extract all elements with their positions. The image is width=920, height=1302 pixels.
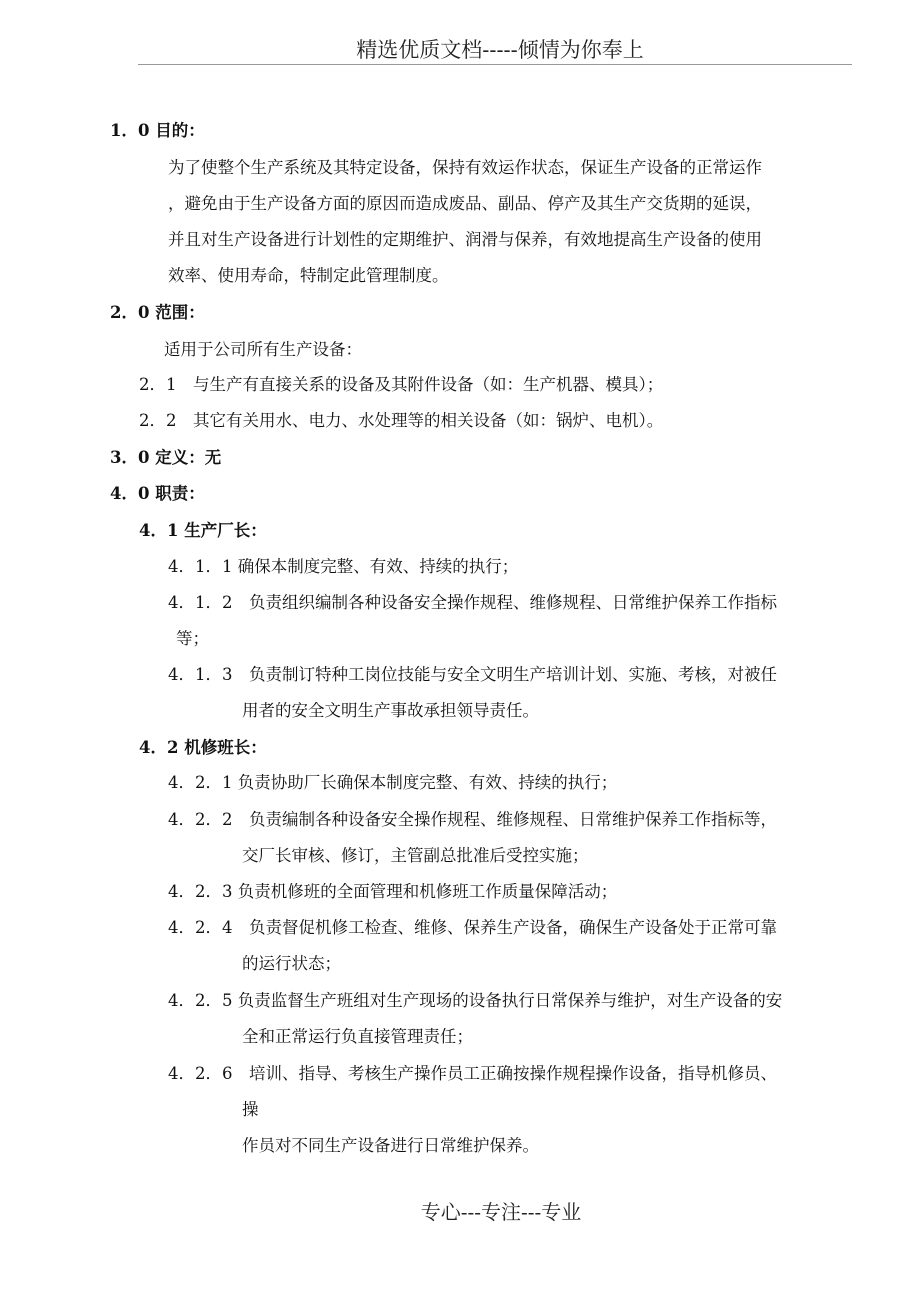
item-4-1-1: 4．1．1 确保本制度完整、有效、持续的执行； [168,557,519,576]
section-4-2-heading: 4．2 机修班长： [139,738,267,757]
section-4-heading: 4．0 职责： [110,484,205,503]
section-3-heading: 3．0 定义：无 [110,448,222,467]
item-4-2-2-cont: 交厂长审核、修订，主管副总批准后受控实施； [242,846,589,865]
section-1-line-4: 效率、使用寿命，特制定此管理制度。 [168,266,449,285]
item-4-1-2: 4．1．2 负责组织编制各种设备安全操作规程、维修规程、日常维护保养工作指标 [168,593,777,612]
item-4-2-6-cont-2: 作员对不同生产设备进行日常维护保养。 [242,1136,539,1155]
item-4-2-5: 4．2．5 负责监督生产班组对生产现场的设备执行日常保养与维护，对生产设备的安 [168,991,783,1010]
item-4-2-2: 4．2．2 负责编制各种设备安全操作规程、维修规程、日常维护保养工作指标等， [168,810,777,829]
section-1-line-1: 为了使整个生产系统及其特定设备，保持有效运作状态，保证生产设备的正常运作 [168,158,762,177]
section-2-heading: 2．0 范围： [110,303,205,322]
item-4-1-2-cont: 等； [176,629,209,648]
item-4-2-6-cont-1: 操 [242,1100,259,1119]
section-2-item-2: 2．2 其它有关用水、电力、水处理等的相关设备（如：锅炉、电机）。 [139,411,664,430]
item-4-2-1: 4．2．1 负责协助厂长确保本制度完整、有效、持续的执行； [168,773,618,792]
item-4-2-4: 4．2．4 负责督促机修工检查、维修、保养生产设备，确保生产设备处于正常可靠 [168,918,777,937]
page-footer: 专心---专注---专业 [420,1200,582,1224]
item-4-2-3: 4．2．3 负责机修班的全面管理和机修班工作质量保障活动； [168,882,618,901]
section-1-line-3: 并且对生产设备进行计划性的定期维护、润滑与保养，有效地提高生产设备的使用 [168,230,762,249]
item-4-1-3: 4．1．3 负责制订特种工岗位技能与安全文明生产培训计划、实施、考核，对被任 [168,665,777,684]
item-4-2-6: 4．2．6 培训、指导、考核生产操作员工正确按操作规程操作设备，指导机修员、 [168,1064,777,1083]
section-2-item-1: 2．1 与生产有直接关系的设备及其附件设备（如：生产机器、模具）； [139,375,664,394]
section-2-intro: 适用于公司所有生产设备： [164,340,362,359]
section-4-1-heading: 4．1 生产厂长： [139,521,267,540]
section-1-heading: 1．0 目的： [110,121,205,140]
item-4-2-5-cont: 全和正常运行负直接管理责任； [242,1027,473,1046]
section-1-line-2: ，避免由于生产设备方面的原因而造成废品、副品、停产及其生产交货期的延误， [168,194,762,213]
item-4-2-4-cont: 的运行状态； [242,954,341,973]
header-divider [138,64,852,65]
page-header-title: 精选优质文档-----倾情为你奉上 [356,38,644,62]
item-4-1-3-cont: 用者的安全文明生产事故承担领导责任。 [242,701,539,720]
